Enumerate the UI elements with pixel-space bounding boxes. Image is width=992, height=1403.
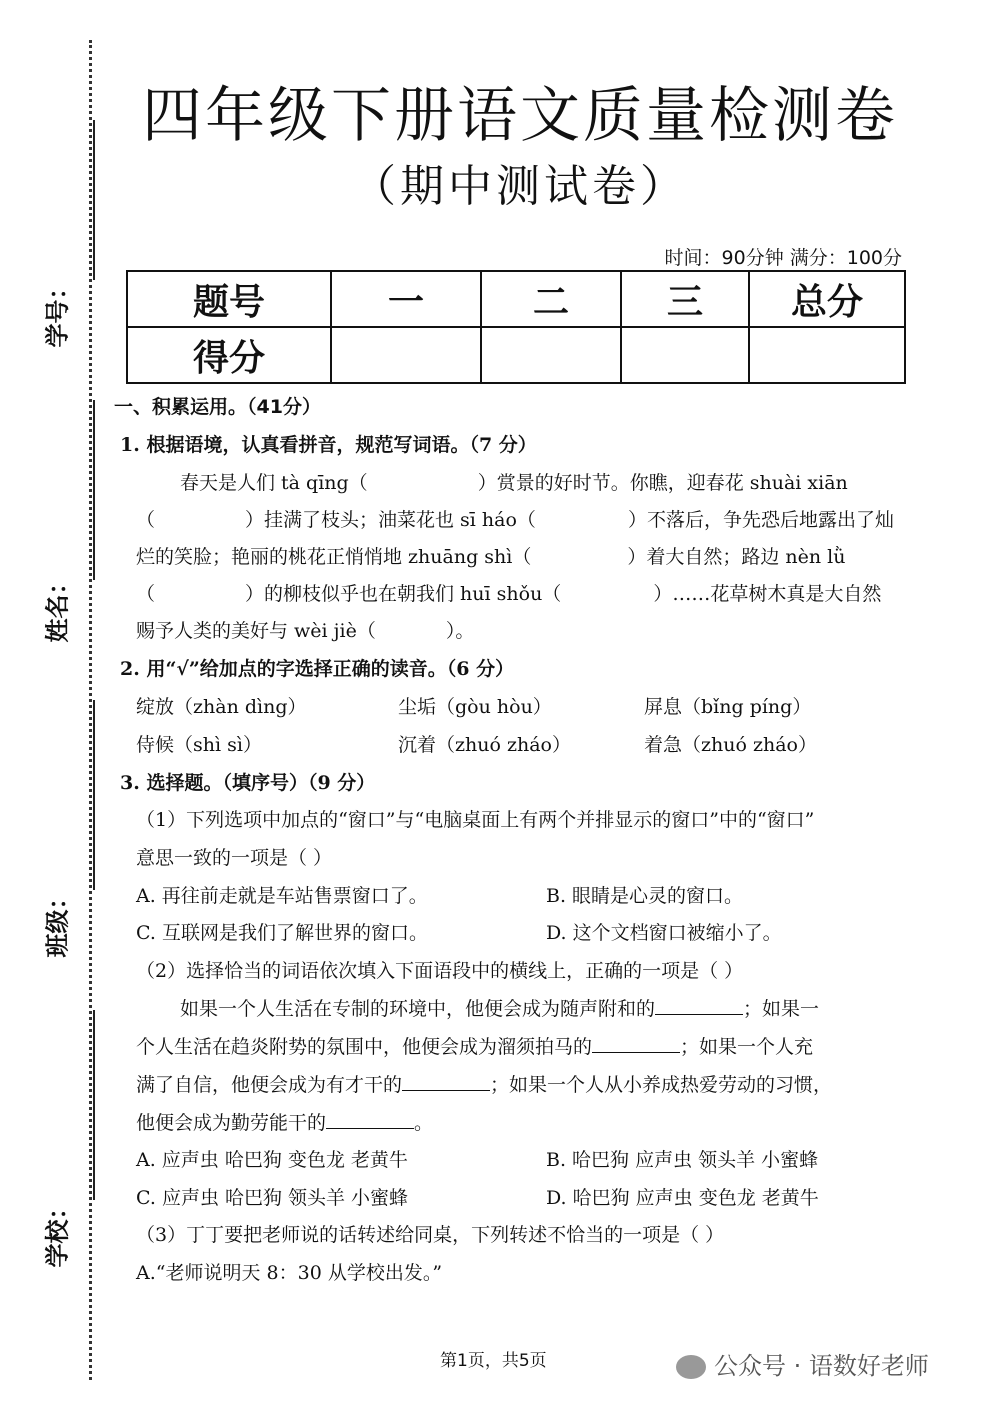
watermark xyxy=(676,1346,929,1381)
wechat-icon xyxy=(676,1355,706,1379)
passage-text: ；如果一 xyxy=(743,998,820,1020)
answer-blank[interactable] xyxy=(402,1089,490,1091)
q3-2-option-c[interactable]: C. 应声虫 哈巴狗 领头羊 小蜜蜂 xyxy=(136,1187,409,1209)
q2-item[interactable] xyxy=(644,730,817,757)
q3-2-option-a[interactable]: A. 应声虫 哈巴狗 变色龙 老黄牛 xyxy=(136,1149,408,1171)
score-table-score-row xyxy=(127,327,905,383)
q3-1-stem-1: （1）下列选项中加点的“窗口”与“电脑桌面上有两个并排显示的窗口”中的“窗口” xyxy=(136,809,815,831)
score-input-cell[interactable] xyxy=(621,327,749,383)
school-label: 学校： xyxy=(43,1195,72,1268)
answer-blank[interactable] xyxy=(326,1127,414,1129)
class-field xyxy=(30,700,80,980)
q2-item[interactable] xyxy=(398,730,571,757)
passage-text: 如果一个人生活在专制的环境中，他便会成为随声附和的 xyxy=(180,998,656,1020)
q3-1-option-d[interactable]: D. 这个文档窗口被缩小了。 xyxy=(546,922,782,944)
q1-line-3 xyxy=(136,542,845,569)
binding-dotted-line xyxy=(89,40,92,1380)
q2-pinyin: （zhàn dìng） xyxy=(174,696,307,718)
q2-pinyin: （gòu hòu） xyxy=(436,696,552,718)
q2-pinyin: （shì sì） xyxy=(174,734,262,756)
class-label: 班级： xyxy=(43,885,72,958)
school-field xyxy=(30,1010,80,1280)
time-info: 时间：90分钟 满分：100分 xyxy=(664,247,902,269)
q2-pinyin: （zhuó zháo） xyxy=(436,734,571,756)
q3-2-option-b[interactable]: B. 哈巴狗 应声虫 领头羊 小蜜蜂 xyxy=(546,1149,819,1171)
score-table-header-row xyxy=(127,271,905,327)
q2-word: 尘垢 xyxy=(398,696,437,718)
q2-item[interactable] xyxy=(398,692,552,719)
page-title: 四年级下册语文质量检测卷 xyxy=(142,81,898,151)
q1-line-5 xyxy=(136,616,474,643)
q1-text: （ xyxy=(136,583,156,605)
q3-2-passage-line xyxy=(180,994,819,1021)
q2-item[interactable] xyxy=(136,730,262,757)
q3-1-stem-2: 意思一致的一项是（ ） xyxy=(136,847,333,869)
student-id-line[interactable] xyxy=(93,120,95,280)
q1-text: ）赏景的好时节。你瞧，迎春花 shuài xiān xyxy=(477,472,848,494)
q2-pinyin: （bǐng píng） xyxy=(682,696,812,718)
q3-3-stem: （3）丁丁要把老师说的话转述给同桌，下列转述不恰当的一项是（ ） xyxy=(136,1224,725,1246)
question-2-title: 2. 用“√”给加点的字选择正确的读音。（6 分） xyxy=(120,658,515,680)
q1-text: ）……花草树木真是大自然 xyxy=(653,583,882,605)
q2-item[interactable] xyxy=(644,692,811,719)
name-field xyxy=(30,400,80,660)
name-label: 姓名： xyxy=(43,570,72,643)
q2-word: 绽放 xyxy=(136,696,175,718)
q3-2-passage-line xyxy=(136,1108,433,1135)
question-1-title: 1. 根据语境，认真看拼音，规范写词语。（7 分） xyxy=(120,434,537,456)
q3-2-passage-line xyxy=(136,1070,832,1097)
student-id-label: 学号： xyxy=(43,275,72,348)
score-header-cell: 题号 xyxy=(127,271,331,327)
passage-text: 个人生活在趋炎附势的氛围中，他便会成为溜须拍马的 xyxy=(136,1036,593,1058)
q1-text: ）不落后，争先恐后地露出了灿 xyxy=(627,509,894,531)
q3-2-stem: （2）选择恰当的词语依次填入下面语段中的横线上，正确的一项是（ ） xyxy=(136,960,744,982)
q3-1-option-b[interactable]: B. 眼睛是心灵的窗口。 xyxy=(546,885,744,907)
question-3-title: 3. 选择题。（填序号）（9 分） xyxy=(120,772,376,794)
student-id-field xyxy=(30,120,80,348)
score-header-cell: 总分 xyxy=(749,271,905,327)
page-number: 第1页，共5页 xyxy=(440,1351,547,1371)
score-header-cell: 一 xyxy=(331,271,481,327)
q1-text: ）挂满了枝头；油菜花也 sī háo（ xyxy=(245,509,536,531)
q1-text: （ xyxy=(136,509,156,531)
passage-text: 他便会成为勤劳能干的 xyxy=(136,1112,327,1134)
name-line[interactable] xyxy=(93,400,95,580)
q1-text: ）的柳枝似乎也在朝我们 huī shǒu（ xyxy=(245,583,562,605)
q1-text: ）着大自然；路边 nèn lǜ xyxy=(627,546,846,568)
q2-word: 侍候 xyxy=(136,734,175,756)
score-row-label: 得分 xyxy=(127,327,331,383)
q1-line-4 xyxy=(136,579,881,606)
watermark-text: 公众号 · 语数好老师 xyxy=(714,1352,929,1380)
q3-3-option-a[interactable]: A.“老师说明天 8：30 从学校出发。” xyxy=(136,1262,443,1284)
passage-text: 。 xyxy=(414,1112,434,1134)
q2-pinyin: （zhuó zháo） xyxy=(682,734,817,756)
q1-text: 赐予人类的美好与 wèi jiè（ xyxy=(136,620,376,642)
q2-word: 沉着 xyxy=(398,734,437,756)
school-line[interactable] xyxy=(93,1010,95,1200)
q1-line-2 xyxy=(136,505,894,532)
q1-text: ）。 xyxy=(445,620,475,642)
q3-1-option-a[interactable]: A. 再往前走就是车站售票窗口了。 xyxy=(136,885,428,907)
score-input-cell[interactable] xyxy=(749,327,905,383)
score-table xyxy=(126,270,906,384)
page-subtitle: （期中测试卷） xyxy=(352,161,688,212)
score-header-cell: 三 xyxy=(621,271,749,327)
q3-2-option-d[interactable]: D. 哈巴狗 应声虫 变色龙 老黄牛 xyxy=(546,1187,819,1209)
q2-word: 屏息 xyxy=(644,696,683,718)
q3-2-passage-line xyxy=(136,1032,813,1059)
score-input-cell[interactable] xyxy=(331,327,481,383)
passage-text: ；如果一个人充 xyxy=(680,1036,814,1058)
q2-item[interactable] xyxy=(136,692,307,719)
class-line[interactable] xyxy=(93,700,95,890)
passage-text: 满了自信，他便会成为有才干的 xyxy=(136,1074,403,1096)
score-input-cell[interactable] xyxy=(481,327,621,383)
score-header-cell: 二 xyxy=(481,271,621,327)
section-heading-1: 一、积累运用。（41分） xyxy=(114,396,321,418)
q1-text: 烂的笑脸；艳丽的桃花正悄悄地 zhuāng shì（ xyxy=(136,546,532,568)
q1-text: 春天是人们 tà qīng（ xyxy=(180,472,368,494)
q2-word: 着急 xyxy=(644,734,683,756)
answer-blank[interactable] xyxy=(592,1051,680,1053)
q3-1-option-c[interactable]: C. 互联网是我们了解世界的窗口。 xyxy=(136,922,428,944)
passage-text: ；如果一个人从小养成热爱劳动的习惯， xyxy=(490,1074,833,1096)
q1-line-1 xyxy=(180,468,848,495)
answer-blank[interactable] xyxy=(655,1013,743,1015)
